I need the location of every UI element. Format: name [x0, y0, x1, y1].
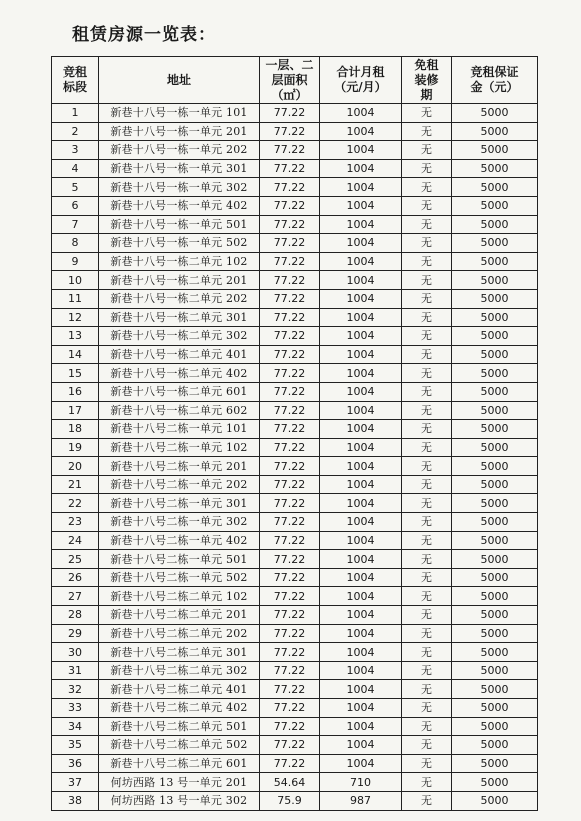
cell-address: 新巷十八号二栋二单元 501 [99, 717, 260, 736]
cell-address: 新巷十八号二栋二单元 102 [99, 587, 260, 606]
cell-area: 77.22 [260, 141, 320, 160]
header-area: 一层、二 层面积 （㎡） [260, 57, 320, 104]
header-free-period: 免租 装修 期 [402, 57, 452, 104]
cell-rent: 1004 [320, 661, 402, 680]
cell-address: 新巷十八号一栋一单元 202 [99, 141, 260, 160]
cell-free-period: 无 [402, 624, 452, 643]
cell-address: 新巷十八号二栋一单元 202 [99, 475, 260, 494]
header-rent: 合计月租 （元/月） [320, 57, 402, 104]
cell-rent: 1004 [320, 624, 402, 643]
cell-area: 77.22 [260, 754, 320, 773]
cell-deposit: 5000 [452, 196, 538, 215]
cell-free-period: 无 [402, 420, 452, 439]
cell-rent: 1004 [320, 141, 402, 160]
cell-deposit: 5000 [452, 754, 538, 773]
cell-address: 新巷十八号二栋二单元 202 [99, 624, 260, 643]
cell-deposit: 5000 [452, 141, 538, 160]
cell-area: 77.22 [260, 345, 320, 364]
cell-address: 新巷十八号二栋一单元 502 [99, 568, 260, 587]
cell-area: 77.22 [260, 420, 320, 439]
cell-lot: 29 [52, 624, 99, 643]
cell-address: 何坊西路 13 号一单元 302 [99, 791, 260, 810]
cell-deposit: 5000 [452, 773, 538, 792]
cell-rent: 1004 [320, 606, 402, 625]
cell-address: 新巷十八号二栋一单元 201 [99, 457, 260, 476]
cell-deposit: 5000 [452, 215, 538, 234]
cell-rent: 1004 [320, 420, 402, 439]
cell-free-period: 无 [402, 531, 452, 550]
cell-free-period: 无 [402, 289, 452, 308]
cell-free-period: 无 [402, 382, 452, 401]
cell-deposit: 5000 [452, 606, 538, 625]
cell-lot: 30 [52, 643, 99, 662]
cell-lot: 12 [52, 308, 99, 327]
cell-address: 新巷十八号二栋一单元 301 [99, 494, 260, 513]
cell-lot: 32 [52, 680, 99, 699]
cell-free-period: 无 [402, 736, 452, 755]
cell-rent: 1004 [320, 457, 402, 476]
cell-deposit: 5000 [452, 308, 538, 327]
cell-lot: 2 [52, 122, 99, 141]
cell-rent: 1004 [320, 289, 402, 308]
cell-address: 新巷十八号一栋二单元 202 [99, 289, 260, 308]
cell-free-period: 无 [402, 234, 452, 253]
cell-address: 新巷十八号二栋一单元 101 [99, 420, 260, 439]
table-row [52, 252, 538, 271]
cell-free-period: 无 [402, 141, 452, 160]
cell-area: 77.22 [260, 327, 320, 346]
cell-lot: 22 [52, 494, 99, 513]
cell-lot: 10 [52, 271, 99, 290]
cell-deposit: 5000 [452, 680, 538, 699]
cell-lot: 15 [52, 364, 99, 383]
cell-rent: 1004 [320, 513, 402, 532]
cell-area: 77.22 [260, 513, 320, 532]
cell-deposit: 5000 [452, 513, 538, 532]
cell-lot: 16 [52, 382, 99, 401]
cell-free-period: 无 [402, 568, 452, 587]
table-row [52, 773, 538, 792]
cell-lot: 34 [52, 717, 99, 736]
cell-free-period: 无 [402, 159, 452, 178]
cell-free-period: 无 [402, 252, 452, 271]
cell-deposit: 5000 [452, 550, 538, 569]
cell-area: 77.22 [260, 104, 320, 123]
cell-deposit: 5000 [452, 271, 538, 290]
cell-lot: 20 [52, 457, 99, 476]
cell-lot: 13 [52, 327, 99, 346]
cell-address: 新巷十八号一栋一单元 402 [99, 196, 260, 215]
cell-rent: 1004 [320, 364, 402, 383]
cell-area: 54.64 [260, 773, 320, 792]
table-header-row [52, 57, 538, 104]
cell-free-period: 无 [402, 122, 452, 141]
cell-address: 新巷十八号一栋一单元 502 [99, 234, 260, 253]
cell-area: 77.22 [260, 643, 320, 662]
cell-deposit: 5000 [452, 717, 538, 736]
cell-lot: 27 [52, 587, 99, 606]
table-row [52, 345, 538, 364]
page-title: 租赁房源一览表： [72, 25, 216, 45]
table-row [52, 141, 538, 160]
cell-deposit: 5000 [452, 252, 538, 271]
table-row [52, 104, 538, 123]
cell-rent: 1004 [320, 401, 402, 420]
cell-address: 新巷十八号一栋二单元 302 [99, 327, 260, 346]
cell-deposit: 5000 [452, 457, 538, 476]
cell-free-period: 无 [402, 196, 452, 215]
cell-lot: 9 [52, 252, 99, 271]
cell-area: 77.22 [260, 289, 320, 308]
cell-lot: 14 [52, 345, 99, 364]
cell-free-period: 无 [402, 717, 452, 736]
table-row [52, 159, 538, 178]
cell-rent: 1004 [320, 271, 402, 290]
cell-area: 77.22 [260, 401, 320, 420]
cell-rent: 987 [320, 791, 402, 810]
cell-lot: 5 [52, 178, 99, 197]
table-row [52, 457, 538, 476]
table-row [52, 661, 538, 680]
cell-rent: 1004 [320, 104, 402, 123]
table-row [52, 717, 538, 736]
cell-free-period: 无 [402, 494, 452, 513]
table-row [52, 289, 538, 308]
cell-address: 新巷十八号一栋二单元 201 [99, 271, 260, 290]
cell-deposit: 5000 [452, 401, 538, 420]
cell-deposit: 5000 [452, 791, 538, 810]
cell-deposit: 5000 [452, 475, 538, 494]
cell-free-period: 无 [402, 606, 452, 625]
table-row [52, 791, 538, 810]
table-row [52, 420, 538, 439]
cell-deposit: 5000 [452, 178, 538, 197]
table-row [52, 196, 538, 215]
cell-free-period: 无 [402, 457, 452, 476]
cell-rent: 1004 [320, 643, 402, 662]
table-row [52, 364, 538, 383]
cell-area: 77.22 [260, 308, 320, 327]
cell-rent: 1004 [320, 382, 402, 401]
cell-deposit: 5000 [452, 382, 538, 401]
header-deposit: 竞租保证 金（元） [452, 57, 538, 104]
cell-free-period: 无 [402, 438, 452, 457]
cell-area: 77.22 [260, 178, 320, 197]
cell-deposit: 5000 [452, 438, 538, 457]
header-address: 地址 [99, 57, 260, 104]
cell-rent: 1004 [320, 122, 402, 141]
cell-lot: 1 [52, 104, 99, 123]
cell-rent: 1004 [320, 345, 402, 364]
cell-area: 77.22 [260, 457, 320, 476]
cell-address: 新巷十八号一栋二单元 401 [99, 345, 260, 364]
cell-area: 77.22 [260, 438, 320, 457]
cell-deposit: 5000 [452, 364, 538, 383]
cell-rent: 1004 [320, 178, 402, 197]
table-row [52, 699, 538, 718]
cell-address: 新巷十八号一栋二单元 102 [99, 252, 260, 271]
cell-lot: 37 [52, 773, 99, 792]
cell-lot: 28 [52, 606, 99, 625]
table-row [52, 234, 538, 253]
cell-address: 新巷十八号二栋二单元 301 [99, 643, 260, 662]
cell-rent: 1004 [320, 494, 402, 513]
cell-free-period: 无 [402, 308, 452, 327]
cell-area: 77.22 [260, 531, 320, 550]
cell-lot: 35 [52, 736, 99, 755]
cell-lot: 36 [52, 754, 99, 773]
cell-free-period: 无 [402, 773, 452, 792]
cell-address: 新巷十八号一栋二单元 402 [99, 364, 260, 383]
cell-rent: 1004 [320, 587, 402, 606]
cell-lot: 4 [52, 159, 99, 178]
cell-lot: 38 [52, 791, 99, 810]
cell-address: 新巷十八号一栋一单元 302 [99, 178, 260, 197]
cell-rent: 1004 [320, 308, 402, 327]
cell-deposit: 5000 [452, 327, 538, 346]
cell-free-period: 无 [402, 178, 452, 197]
cell-lot: 23 [52, 513, 99, 532]
cell-area: 77.22 [260, 587, 320, 606]
cell-address: 新巷十八号一栋二单元 602 [99, 401, 260, 420]
cell-address: 新巷十八号二栋一单元 302 [99, 513, 260, 532]
cell-lot: 33 [52, 699, 99, 718]
cell-free-period: 无 [402, 587, 452, 606]
cell-address: 新巷十八号二栋二单元 502 [99, 736, 260, 755]
cell-area: 77.22 [260, 234, 320, 253]
cell-rent: 1004 [320, 215, 402, 234]
cell-area: 77.22 [260, 661, 320, 680]
cell-area: 77.22 [260, 252, 320, 271]
cell-address: 新巷十八号二栋一单元 501 [99, 550, 260, 569]
table-row [52, 624, 538, 643]
table-row [52, 178, 538, 197]
cell-free-period: 无 [402, 401, 452, 420]
cell-area: 77.22 [260, 494, 320, 513]
cell-area: 75.9 [260, 791, 320, 810]
cell-lot: 6 [52, 196, 99, 215]
cell-rent: 1004 [320, 196, 402, 215]
cell-area: 77.22 [260, 699, 320, 718]
cell-address: 新巷十八号二栋一单元 402 [99, 531, 260, 550]
cell-area: 77.22 [260, 271, 320, 290]
cell-address: 新巷十八号二栋二单元 302 [99, 661, 260, 680]
cell-deposit: 5000 [452, 159, 538, 178]
cell-lot: 25 [52, 550, 99, 569]
cell-rent: 1004 [320, 680, 402, 699]
cell-free-period: 无 [402, 345, 452, 364]
table-row [52, 494, 538, 513]
cell-lot: 8 [52, 234, 99, 253]
cell-free-period: 无 [402, 271, 452, 290]
cell-deposit: 5000 [452, 420, 538, 439]
cell-address: 新巷十八号一栋二单元 601 [99, 382, 260, 401]
cell-free-period: 无 [402, 661, 452, 680]
table-row [52, 550, 538, 569]
cell-free-period: 无 [402, 513, 452, 532]
cell-address: 新巷十八号二栋二单元 201 [99, 606, 260, 625]
cell-deposit: 5000 [452, 661, 538, 680]
cell-free-period: 无 [402, 643, 452, 662]
cell-lot: 21 [52, 475, 99, 494]
cell-address: 新巷十八号二栋一单元 102 [99, 438, 260, 457]
cell-address: 新巷十八号一栋二单元 301 [99, 308, 260, 327]
cell-free-period: 无 [402, 791, 452, 810]
cell-deposit: 5000 [452, 494, 538, 513]
cell-lot: 17 [52, 401, 99, 420]
cell-free-period: 无 [402, 364, 452, 383]
cell-area: 77.22 [260, 550, 320, 569]
cell-address: 新巷十八号一栋一单元 501 [99, 215, 260, 234]
cell-area: 77.22 [260, 624, 320, 643]
table-row [52, 568, 538, 587]
table-row [52, 606, 538, 625]
cell-address: 新巷十八号二栋二单元 601 [99, 754, 260, 773]
cell-rent: 1004 [320, 327, 402, 346]
cell-deposit: 5000 [452, 289, 538, 308]
cell-lot: 24 [52, 531, 99, 550]
cell-address: 新巷十八号一栋一单元 101 [99, 104, 260, 123]
cell-area: 77.22 [260, 382, 320, 401]
table-row [52, 308, 538, 327]
cell-free-period: 无 [402, 104, 452, 123]
table-row [52, 754, 538, 773]
cell-address: 新巷十八号一栋一单元 301 [99, 159, 260, 178]
table-row [52, 382, 538, 401]
cell-area: 77.22 [260, 196, 320, 215]
cell-area: 77.22 [260, 568, 320, 587]
cell-rent: 1004 [320, 438, 402, 457]
cell-rent: 1004 [320, 234, 402, 253]
cell-rent: 1004 [320, 717, 402, 736]
table-row [52, 271, 538, 290]
cell-free-period: 无 [402, 215, 452, 234]
cell-rent: 1004 [320, 252, 402, 271]
cell-deposit: 5000 [452, 234, 538, 253]
cell-deposit: 5000 [452, 345, 538, 364]
table-row [52, 215, 538, 234]
table-row [52, 122, 538, 141]
table-row [52, 513, 538, 532]
cell-rent: 1004 [320, 568, 402, 587]
cell-lot: 3 [52, 141, 99, 160]
cell-address: 新巷十八号二栋二单元 402 [99, 699, 260, 718]
cell-free-period: 无 [402, 699, 452, 718]
cell-deposit: 5000 [452, 531, 538, 550]
cell-free-period: 无 [402, 475, 452, 494]
cell-rent: 1004 [320, 736, 402, 755]
cell-address: 新巷十八号一栋一单元 201 [99, 122, 260, 141]
cell-rent: 1004 [320, 159, 402, 178]
cell-area: 77.22 [260, 475, 320, 494]
cell-lot: 31 [52, 661, 99, 680]
cell-deposit: 5000 [452, 699, 538, 718]
cell-free-period: 无 [402, 550, 452, 569]
table-row [52, 438, 538, 457]
cell-area: 77.22 [260, 215, 320, 234]
table-row [52, 475, 538, 494]
cell-lot: 18 [52, 420, 99, 439]
table-row [52, 736, 538, 755]
cell-lot: 7 [52, 215, 99, 234]
cell-rent: 1004 [320, 699, 402, 718]
cell-free-period: 无 [402, 327, 452, 346]
table-row [52, 401, 538, 420]
cell-lot: 19 [52, 438, 99, 457]
cell-deposit: 5000 [452, 568, 538, 587]
cell-area: 77.22 [260, 717, 320, 736]
table-row [52, 680, 538, 699]
cell-free-period: 无 [402, 680, 452, 699]
cell-area: 77.22 [260, 736, 320, 755]
cell-rent: 1004 [320, 550, 402, 569]
table-row [52, 587, 538, 606]
cell-free-period: 无 [402, 754, 452, 773]
cell-address: 新巷十八号二栋二单元 401 [99, 680, 260, 699]
cell-deposit: 5000 [452, 624, 538, 643]
cell-area: 77.22 [260, 122, 320, 141]
table-row [52, 643, 538, 662]
cell-deposit: 5000 [452, 104, 538, 123]
cell-deposit: 5000 [452, 736, 538, 755]
cell-area: 77.22 [260, 364, 320, 383]
header-lot: 竞租 标段 [52, 57, 99, 104]
table-row [52, 327, 538, 346]
cell-rent: 1004 [320, 754, 402, 773]
cell-deposit: 5000 [452, 587, 538, 606]
cell-area: 77.22 [260, 606, 320, 625]
cell-area: 77.22 [260, 680, 320, 699]
cell-lot: 26 [52, 568, 99, 587]
cell-rent: 1004 [320, 475, 402, 494]
cell-deposit: 5000 [452, 122, 538, 141]
cell-lot: 11 [52, 289, 99, 308]
cell-address: 何坊西路 13 号一单元 201 [99, 773, 260, 792]
cell-rent: 710 [320, 773, 402, 792]
rental-listing-table [51, 56, 538, 811]
table-row [52, 531, 538, 550]
cell-deposit: 5000 [452, 643, 538, 662]
cell-rent: 1004 [320, 531, 402, 550]
cell-area: 77.22 [260, 159, 320, 178]
